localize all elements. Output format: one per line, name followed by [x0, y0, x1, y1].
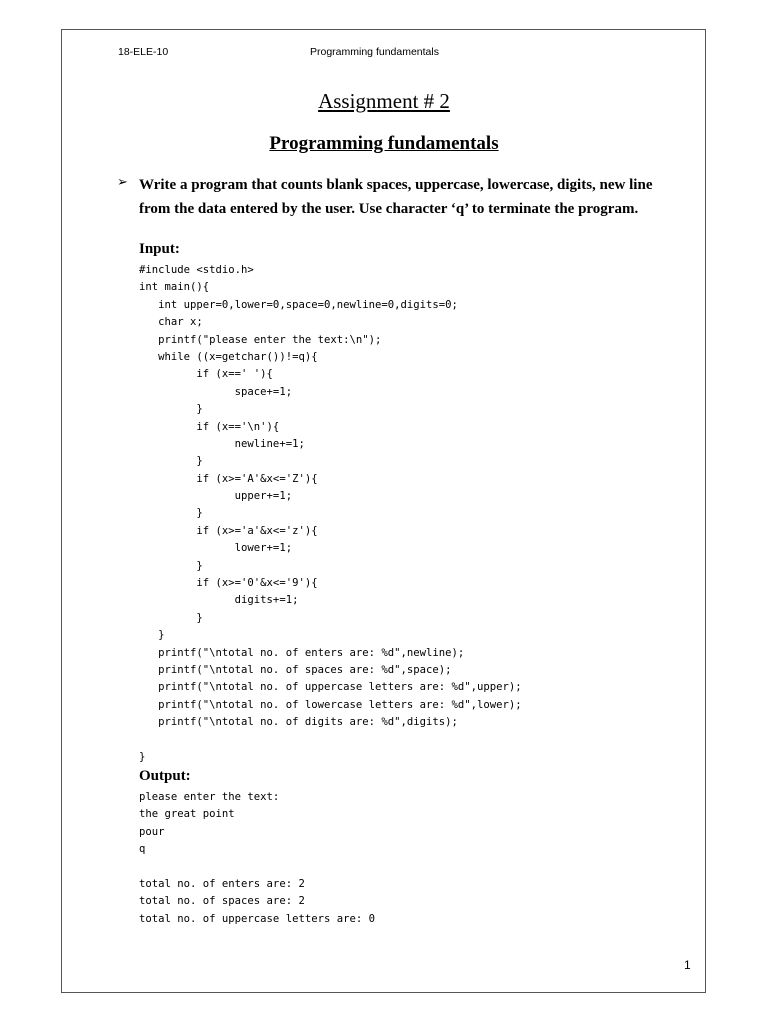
code-line: } [139, 507, 203, 520]
code-line: printf("\ntotal no. of digits are: %d",digits); [139, 716, 458, 729]
code-line: newline+=1; [139, 437, 305, 450]
code-line: if (x>='0'&x<='9'){ [139, 577, 318, 590]
code-line: printf("\ntotal no. of enters are: %d",newline); [139, 646, 465, 659]
code-line [139, 732, 522, 749]
input-code-block [139, 262, 522, 766]
assignment-title: Assignment # 2 [318, 89, 450, 113]
output-label: Output: [139, 768, 191, 784]
output-line: pour [139, 825, 165, 838]
output-line: total no. of spaces are: 2 [139, 895, 305, 908]
code-line: } [139, 455, 203, 468]
code-line: printf("\ntotal no. of lowercase letters are: %d",lower); [139, 698, 522, 711]
header-course-code: 18-ELE-10 [118, 46, 169, 58]
code-line: #include <stdio.h> [139, 264, 254, 276]
code-line: printf("\ntotal no. of uppercase letters are: %d",upper); [139, 681, 522, 694]
code-line: if (x==' '){ [139, 368, 273, 381]
code-line: char x; [139, 316, 203, 329]
output-line [139, 859, 375, 876]
code-line: digits+=1; [139, 594, 299, 607]
code-line: } [139, 611, 203, 624]
code-line: } [139, 403, 203, 416]
code-line: if (x>='A'&x<='Z'){ [139, 472, 318, 485]
code-line: } [139, 750, 146, 763]
output-code-block [139, 789, 375, 928]
task-description: Write a program that counts blank spaces, uppercase, lowercase, digits, new line from the data entered by the user. Use character ‘q’ to terminate the program. [139, 177, 653, 217]
code-line: if (x>='a'&x<='z'){ [139, 524, 318, 537]
page-number: 1 [684, 958, 691, 972]
input-label: Input: [139, 241, 180, 257]
code-line: } [139, 559, 203, 572]
code-line: upper+=1; [139, 490, 293, 503]
output-line: the great point [139, 808, 235, 821]
code-line: int main(){ [139, 281, 210, 294]
code-line: printf("please enter the text:\n"); [139, 333, 382, 346]
code-line: } [139, 629, 165, 642]
output-line: total no. of uppercase letters are: 0 [139, 912, 375, 925]
output-line: q [139, 843, 146, 856]
output-line: please enter the text: [139, 791, 280, 803]
output-line: total no. of enters are: 2 [139, 877, 305, 890]
arrow-bullet-icon: ➢ [117, 175, 128, 190]
code-line: lower+=1; [139, 542, 293, 555]
code-line: printf("\ntotal no. of spaces are: %d",space); [139, 663, 452, 676]
assignment-subtitle: Programming fundamentals [269, 133, 499, 154]
code-line: if (x=='\n'){ [139, 420, 280, 433]
code-line: int upper=0,lower=0,space=0,newline=0,digits=0; [139, 298, 458, 311]
code-line: space+=1; [139, 385, 293, 398]
code-line: while ((x=getchar())!=q){ [139, 350, 318, 363]
header-course-name: Programming fundamentals [310, 46, 439, 58]
